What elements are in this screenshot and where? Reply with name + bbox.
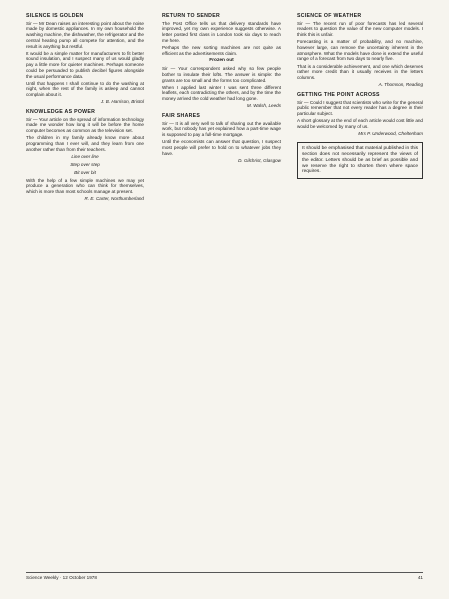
column-3	[297, 14, 423, 179]
letter-heading: GETTING THE POINT ACROSS	[297, 91, 380, 98]
letter-paragraph: The children in my family already know more about programming than I ever will, and they learn from one another rather than from their teachers.	[26, 135, 144, 152]
letter-signature: J. B. Harrison, Bristol	[100, 99, 144, 105]
letter-heading: KNOWLEDGE AS POWER	[26, 109, 96, 116]
verse-line: Step over step	[70, 162, 100, 168]
letter-paragraph: Sir — It is all very well to talk of sharing out the available work, but nobody has yet explained how a part-time wage is supposed to pay a full-time mortgage.	[162, 120, 281, 138]
verse-line: Line over line	[71, 154, 99, 160]
letter-heading: SILENCE IS GOLDEN	[26, 13, 84, 19]
letter-heading: SCIENCE OF WEATHER	[297, 13, 362, 19]
letter-paragraph: A short glossary at the end of each article would cost little and would be welcomed by many of us.	[297, 118, 423, 129]
letter-paragraph: The Post Office tells us that delivery standards have improved, yet my own experience suggests otherwise. A letter posted first class in London took six days to reach me here.	[162, 20, 281, 43]
column-1	[26, 14, 144, 207]
letter-heading: FAIR SHARES	[162, 113, 201, 120]
letter-signature: M. Walsh, Leeds	[246, 103, 281, 109]
verse-line: Bit over bit	[74, 169, 96, 175]
letter-signature: D. Gilchrist, Glasgow	[238, 157, 281, 163]
letter-paragraph: Until the economists can answer that question, I suspect most people will prefer to hold on to whatever jobs they have.	[162, 139, 281, 156]
page-footer	[26, 572, 423, 580]
letter-paragraph: It would be a simple matter for manufacturers to fit better sound insulation, and I suspect many of us would gladly pay a little more for quieter machines. Perhaps someone could be persuaded to publish decibel figures alongside the usual performance data.	[26, 50, 144, 79]
column-2	[162, 14, 281, 169]
letter-paragraph: Forecasting is a matter of probability, and no machine, however large, can remove the uncertainty inherent in the atmosphere. What the models have done is extend the useful range of a forecast from two days to nearly five.	[297, 39, 423, 62]
letter-paragraph: Sir — The recent run of poor forecasts has led several readers to question the value of the new computer models. I think this is unfair.	[297, 20, 423, 38]
letter-paragraph: Sir — Your correspondent asked why so few people bother to insulate their lofts. The answer is simple: the grants are too small and the forms too complicated.	[162, 66, 281, 83]
letter-paragraph: Sir — Your article on the spread of information technology made me wonder how long it will be before the home computer becomes as common as the television set.	[26, 116, 144, 134]
page-number: 41	[417, 575, 423, 580]
letter-paragraph: Perhaps the new sorting machines are not quite as efficient as the advertisements claim.	[162, 45, 281, 56]
letter-paragraph: With the help of a few simple machines we may yet produce a generation who can think for themselves, which is more than most schools manage at present.	[26, 177, 144, 194]
footer-publication: Science Weekly · 12 October 1978	[26, 575, 97, 580]
letter-paragraph: Sir — Could I suggest that scientists who write for the general public remember that not every reader has a degree in their particular subject.	[297, 99, 423, 117]
letter-heading: RETURN TO SENDER	[162, 13, 221, 19]
letter-signature: A. Thomson, Reading	[378, 82, 423, 88]
editorial-notice-box: It should be emphasised that material published in this section does not necessarily represent the views of the editor. Letters should be as brief as possible and we reserve the right to shorten them where space requires.	[297, 142, 423, 180]
letter-signature: Mrs P. Underwood, Cheltenham	[358, 131, 423, 137]
letter-signature: R. E. Carter, Northumberland	[84, 196, 144, 202]
letter-paragraph: Until that happens I shall continue to do the washing at night, when the rest of the family is asleep and cannot complain about it.	[26, 80, 144, 98]
letter-subheading: Frozen out	[209, 58, 234, 64]
letter-paragraph: Sir — Mr Dean raises an interesting point about the noise made by domestic appliances. In my own household the washing machine, the dishwasher, the refrigerator and the central heating pump all compete for attention, and the result is anything but restful.	[26, 20, 144, 49]
letter-paragraph: That is a considerable achievement, and one which deserves rather more credit than it usually receives in the letters columns.	[297, 63, 423, 81]
letter-paragraph: When I applied last winter I was sent three different leaflets, each contradicting the others, and by the time the money arrived the cold weather had long gone.	[162, 84, 281, 102]
